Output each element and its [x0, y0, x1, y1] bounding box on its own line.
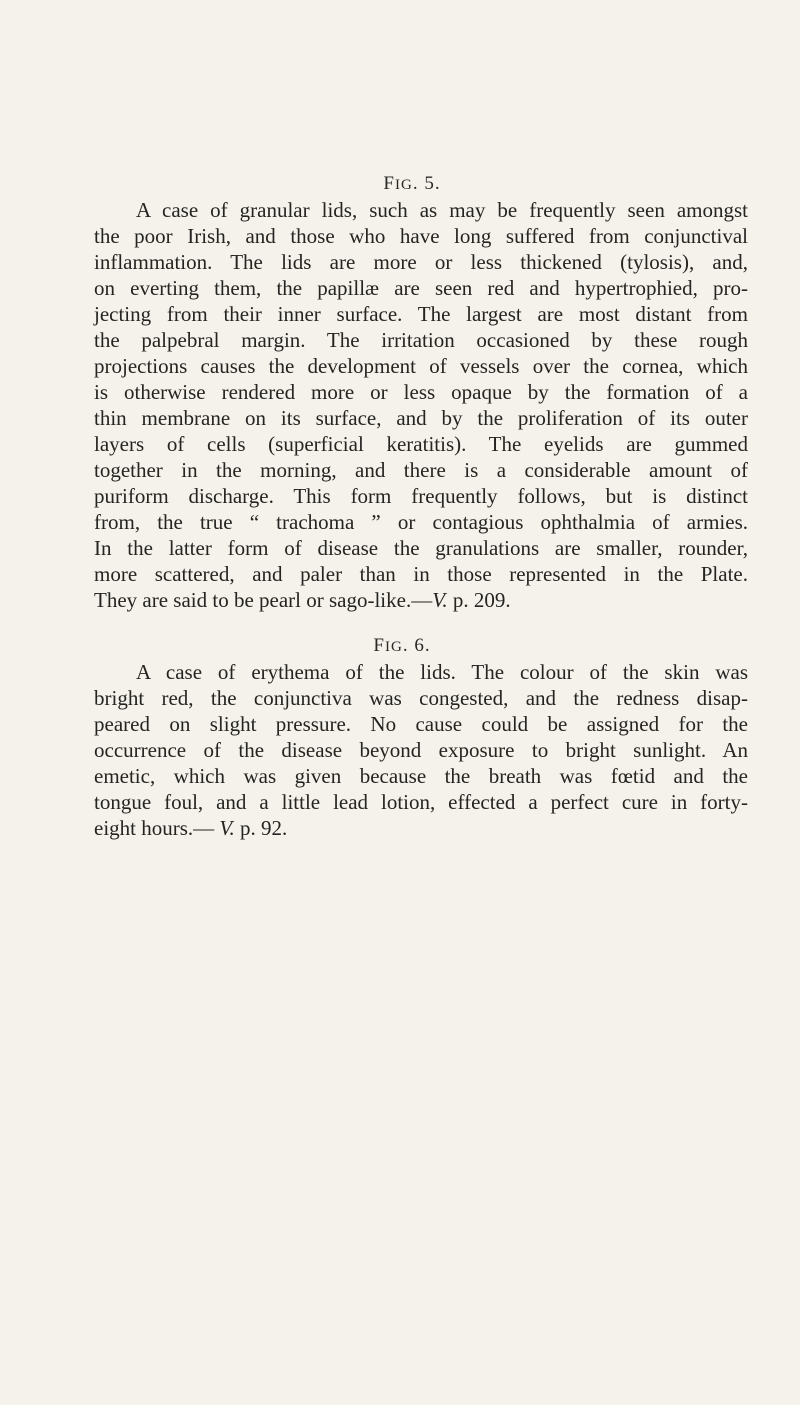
- text-line: tongue foul, and a little lead lotion, effected a perfect cure in forty-: [94, 790, 748, 814]
- text-line: thin membrane on its surface, and by the proliferation of its outer: [94, 406, 748, 430]
- text-line: puriform discharge. This form frequently follows, but is distinct: [94, 484, 748, 508]
- text-line-last: eight hours.— V. p. 92.: [94, 816, 288, 840]
- reference-author: V.: [219, 816, 235, 840]
- text-line: layers of cells (superficial keratitis). The eyelids are gummed: [94, 432, 748, 456]
- text-line: is otherwise rendered more or less opaque by the formation of a: [94, 380, 748, 404]
- reference-page: p. 92.: [234, 816, 288, 840]
- page-body: [52, 171, 748, 841]
- reference-author: V.: [432, 588, 448, 612]
- reference-page: p. 209.: [447, 588, 511, 612]
- text-line: the poor Irish, and those who have long suffered from conjunctival: [94, 224, 748, 248]
- text-line: A case of granular lids, such as may be frequently seen amongst: [136, 198, 748, 222]
- text-line: on everting them, the papillæ are seen red and hypertrophied, pro-: [94, 276, 748, 300]
- fig-6-section: [52, 633, 748, 841]
- text-line: together in the morning, and there is a considerable amount of: [94, 458, 748, 482]
- text-line: more scattered, and paler than in those represented in the Plate.: [94, 562, 748, 586]
- text-line: the palpebral margin. The irritation occasioned by these rough: [94, 328, 748, 352]
- text-line: bright red, the conjunctiva was congested, and the redness disap-: [94, 686, 748, 710]
- text-line: inflammation. The lids are more or less thickened (tylosis), and,: [94, 250, 748, 274]
- fig-6-paragraph: [52, 659, 748, 841]
- text-line: projections causes the development of vessels over the cornea, which: [94, 354, 748, 378]
- text-line: emetic, which was given because the breath was fœtid and the: [94, 764, 748, 788]
- text-line: A case of erythema of the lids. The colour of the skin was: [136, 660, 748, 684]
- fig-5-heading: FIG. 5.: [383, 173, 441, 194]
- text-line: jecting from their inner surface. The largest are most distant from: [94, 302, 748, 326]
- fig-6-heading: FIG. 6.: [373, 635, 431, 656]
- text-line: from, the true “ trachoma ” or contagious ophthalmia of armies.: [94, 510, 748, 534]
- text-line: In the latter form of disease the granulations are smaller, rounder,: [94, 536, 748, 560]
- text-line: peared on slight pressure. No cause could be assigned for the: [94, 712, 748, 736]
- text-line-last: They are said to be pearl or sago-like.—V. p. 209.: [94, 588, 511, 612]
- text-line: occurrence of the disease beyond exposure to bright sunlight. An: [94, 738, 748, 762]
- fig-5-paragraph: [52, 197, 748, 613]
- fig-5-section: [52, 171, 748, 613]
